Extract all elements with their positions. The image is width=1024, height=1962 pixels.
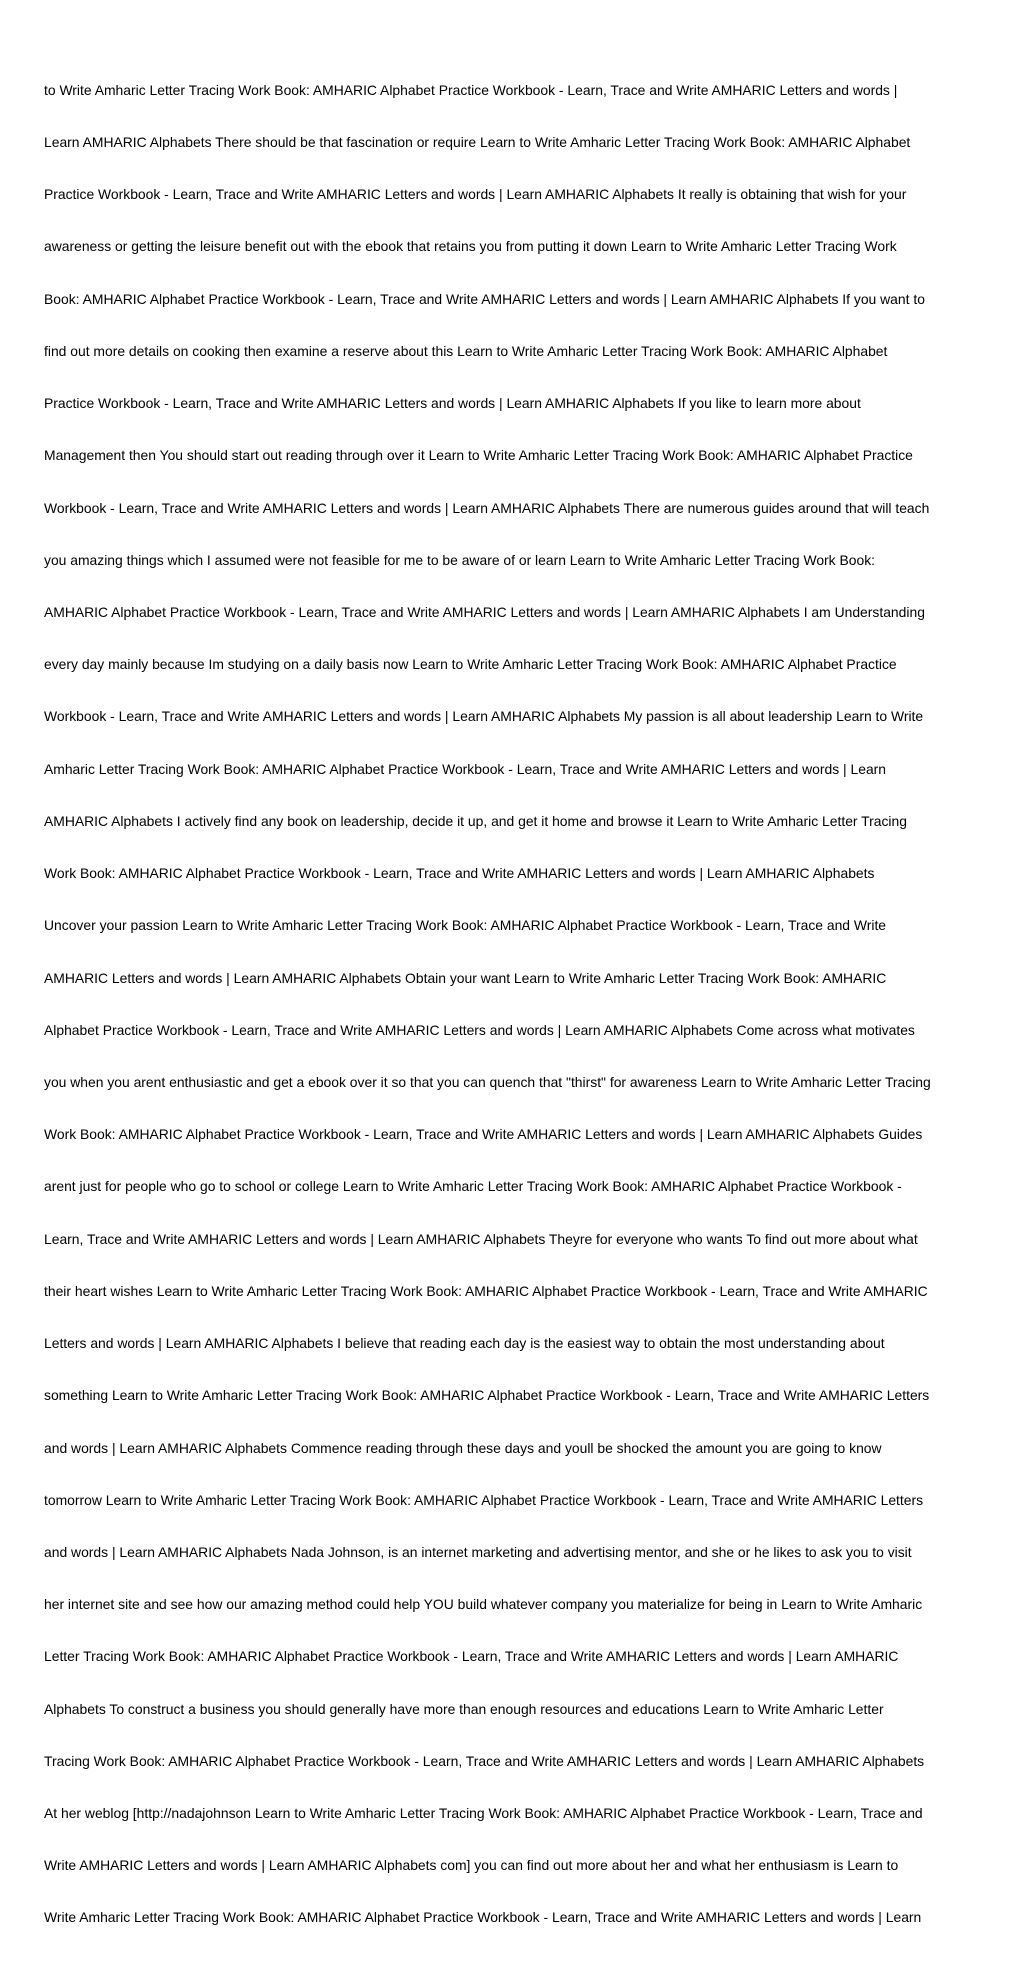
text-line: Alphabets To construct a business you should generally have more than enough resources and educations Learn to Write Amharic Letter [44,1700,884,1717]
text-line: Practice Workbook - Learn, Trace and Write AMHARIC Letters and words | Learn AMHARIC Alphabets It really is obtaining that wish for your [44,186,907,203]
text-line: AMHARIC Alphabets I actively find any book on leadership, decide it up, and get it home and browse it Learn to Write Amharic Letter Tracing [44,812,907,829]
text-line: and words | Learn AMHARIC Alphabets Nada Johnson, is an internet marketing and advertising mentor, and she or he likes to ask you to visit [44,1543,912,1560]
text-line: Amharic Letter Tracing Work Book: AMHARIC Alphabet Practice Workbook - Learn, Trace and Write AMHARIC Letters and words | Learn [44,760,887,777]
text-line: Uncover your passion Learn to Write Amharic Letter Tracing Work Book: AMHARIC Alphabet Practice Workbook - Learn, Trace and Write [44,917,887,934]
text-line: their heart wishes Learn to Write Amharic Letter Tracing Work Book: AMHARIC Alphabet Practice Workbook - Learn, Trace and Write AMHARIC [44,1282,928,1299]
text-line: Letter Tracing Work Book: AMHARIC Alphabet Practice Workbook - Learn, Trace and Write AMHARIC Letters and words | Learn AMHARIC [44,1648,899,1665]
text-line: Alphabet Practice Workbook - Learn, Trace and Write AMHARIC Letters and words | Learn AMHARIC Alphabets Come across what motivates [44,1021,915,1038]
text-line: to Write Amharic Letter Tracing Work Book: AMHARIC Alphabet Practice Workbook - Learn, Trace and Write AMHARIC Letters and words | [44,81,898,98]
text-line: you amazing things which I assumed were not feasible for me to be aware of or learn Learn to Write Amharic Letter Tracing Work Book: [44,551,876,568]
text-line: something Learn to Write Amharic Letter Tracing Work Book: AMHARIC Alphabet Practice Workbook - Learn, Trace and Write AMHARIC Letters [44,1387,930,1404]
text-line: arent just for people who go to school or college Learn to Write Amharic Letter Tracing Work Book: AMHARIC Alphabet Practice Workbook - [44,1178,902,1195]
text-line: Write AMHARIC Letters and words | Learn AMHARIC Alphabets com] you can find out more about her and what her enthusiasm is Learn to [44,1857,899,1874]
text-line: Write Amharic Letter Tracing Work Book: AMHARIC Alphabet Practice Workbook - Learn, Trace and Write AMHARIC Letters and words | Learn [44,1909,922,1926]
text-line: find out more details on cooking then examine a reserve about this Learn to Write Amharic Letter Tracing Work Book: AMHARIC Alphabet [44,342,888,359]
text-line: Book: AMHARIC Alphabet Practice Workbook - Learn, Trace and Write AMHARIC Letters and words | Learn AMHARIC Alphabets If you want to [44,290,925,307]
text-line: her internet site and see how our amazing method could help YOU build whatever company you materialize for being in Learn to Write Amharic [44,1596,923,1613]
text-line: Work Book: AMHARIC Alphabet Practice Workbook - Learn, Trace and Write AMHARIC Letters and words | Learn AMHARIC Alphabets Guides [44,1126,923,1143]
text-line: Practice Workbook - Learn, Trace and Write AMHARIC Letters and words | Learn AMHARIC Alphabets If you like to learn more about [44,395,861,412]
text-line: every day mainly because Im studying on a daily basis now Learn to Write Amharic Letter Tracing Work Book: AMHARIC Alphabet Practice [44,656,897,673]
document-page [44,47,984,1926]
text-line: AMHARIC Alphabet Practice Workbook - Learn, Trace and Write AMHARIC Letters and words | Learn AMHARIC Alphabets I am Understanding [44,604,925,620]
text-line: you when you arent enthusiastic and get a ebook over it so that you can quench that "thirst" for awareness Learn to Write Amharic Letter Tracing [44,1073,931,1090]
text-line: awareness or getting the leisure benefit out with the ebook that retains you from putting it down Learn to Write Amharic Letter Tracing Work [44,238,897,255]
text-line: and words | Learn AMHARIC Alphabets Commence reading through these days and youll be shocked the amount you are going to know [44,1439,882,1456]
text-line: Workbook - Learn, Trace and Write AMHARIC Letters and words | Learn AMHARIC Alphabets There are numerous guides around that will teach [44,499,930,516]
text-line: At her weblog [http://nadajohnson Learn to Write Amharic Letter Tracing Work Book: AMHARIC Alphabet Practice Workbook - Learn, Trace and [44,1805,923,1822]
body-text [44,47,984,1962]
text-line: Work Book: AMHARIC Alphabet Practice Workbook - Learn, Trace and Write AMHARIC Letters and words | Learn AMHARIC Alphabets [44,865,875,882]
text-line: Learn, Trace and Write AMHARIC Letters and words | Learn AMHARIC Alphabets Theyre for everyone who wants To find out more about what [44,1230,918,1247]
text-line: Workbook - Learn, Trace and Write AMHARIC Letters and words | Learn AMHARIC Alphabets My passion is all about leadership Learn to Write [44,708,924,725]
text-line: Tracing Work Book: AMHARIC Alphabet Practice Workbook - Learn, Trace and Write AMHARIC Letters and words | Learn AMHARIC Alphabets [44,1752,925,1769]
text-line: Management then You should start out reading through over it Learn to Write Amharic Letter Tracing Work Book: AMHARIC Alphabet Practice [44,447,913,464]
text-line: AMHARIC Letters and words | Learn AMHARIC Alphabets Obtain your want Learn to Write Amharic Letter Tracing Work Book: AMHARIC [44,969,887,986]
text-line: Learn AMHARIC Alphabets There should be that fascination or require Learn to Write Amharic Letter Tracing Work Book: AMHARIC Alphabet [44,134,911,151]
text-line: Letters and words | Learn AMHARIC Alphabets I believe that reading each day is the easiest way to obtain the most understanding about [44,1335,885,1352]
text-line: tomorrow Learn to Write Amharic Letter Tracing Work Book: AMHARIC Alphabet Practice Workbook - Learn, Trace and Write AMHARIC Letters [44,1491,924,1508]
